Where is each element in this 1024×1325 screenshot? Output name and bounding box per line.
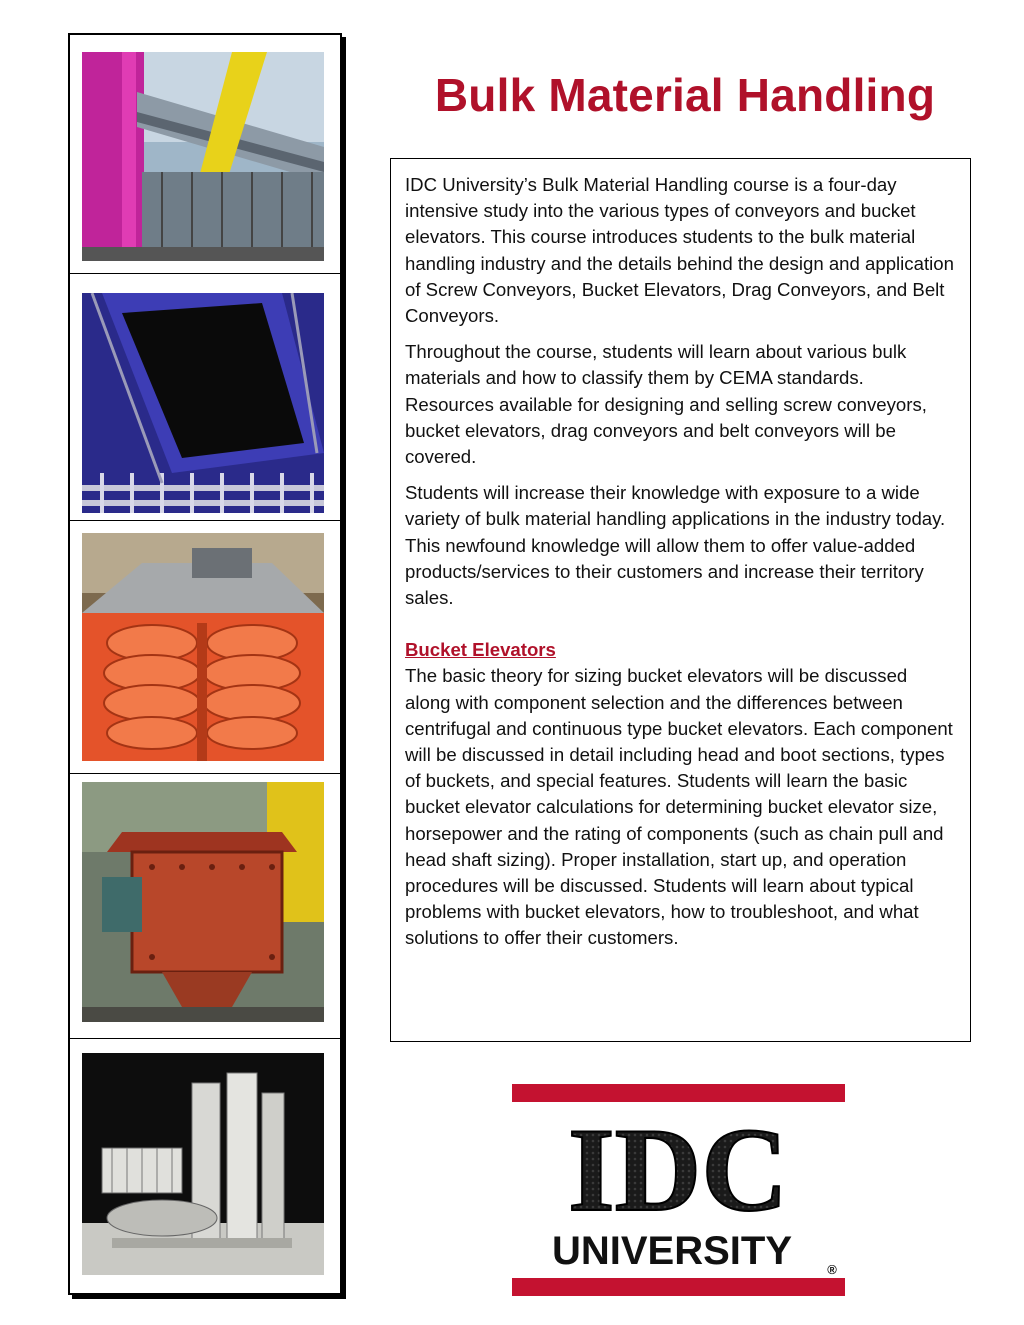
knowledge-paragraph: Students will increase their knowledge with exposure to a wide variety of bulk material handling applications in the industry today. This newfound knowledge will allow them to offer value-added products/services to their customers and increase their territory sales. <box>405 482 946 609</box>
logo-top-bar <box>512 1084 845 1102</box>
photo-cell-1 <box>70 35 340 274</box>
course-description-box <box>390 158 971 1042</box>
photo-stainless-elevator <box>82 1053 324 1275</box>
photo-drag-conveyor-trough <box>82 293 324 513</box>
logo-idc-text: IDC <box>567 1103 789 1236</box>
intro-paragraph: IDC University’s Bulk Material Handling course is a four-day intensive study into the various types of conveyors and bucket elevators. This course introduces students to the bulk material handling industry and the details behind the design and application of Screw Conveyors, Bucket Elevators, Drag Conveyors, and Belt Conveyors. <box>405 174 954 327</box>
photo-bucket-elevator-boot <box>82 782 324 1022</box>
cema-paragraph: Throughout the course, students will learn about various bulk materials and how to classify them by CEMA standards. Resources available for designing and selling screw conveyors, bucket elevators, drag conveyors and belt conveyors will be covered. <box>405 341 927 468</box>
registered-mark: ® <box>827 1262 837 1277</box>
logo-university-text: UNIVERSITY <box>551 1229 793 1273</box>
photo-cell-4 <box>70 773 340 1039</box>
photo-strip <box>68 33 342 1295</box>
page-title: Bulk Material Handling <box>434 69 936 121</box>
logo-bottom-bar <box>512 1278 845 1296</box>
photo-elevated-conveyor-gallery <box>82 52 324 261</box>
bucket-elevators-heading: Bucket Elevators <box>405 639 556 661</box>
logo-wordmark <box>512 1102 845 1278</box>
photo-cell-3 <box>70 520 340 774</box>
photo-cell-2 <box>70 273 340 521</box>
bucket-elevators-body: The basic theory for sizing bucket elevators will be discussed along with component selection and the differences between centrifugal and continuous type bucket elevators. Each component will be discussed in detail including head and boot sections, types of buckets, and special features. Students will learn the basic bucket elevator calculations for determining bucket elevator size, horsepower and the rating of components (such as chain pull and head shaft sizing). Proper installation, start up, and operation procedures will be discussed. Students will learn about typical problems with bucket elevators, how to troubleshoot, and what solutions to offer their customers. <box>405 665 953 949</box>
photo-cell-5 <box>70 1038 340 1293</box>
idc-university-logo <box>512 1084 845 1298</box>
photo-screw-conveyor <box>82 533 324 761</box>
